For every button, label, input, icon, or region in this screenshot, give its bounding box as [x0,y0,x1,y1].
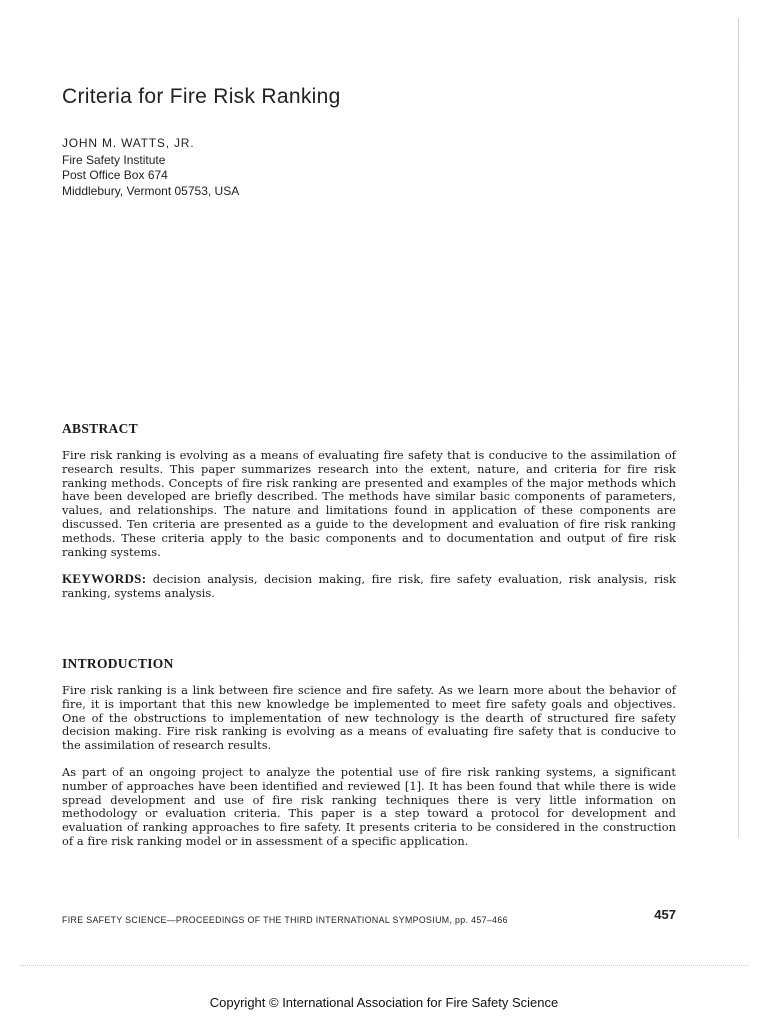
affiliation-po-box: Post Office Box 674 [62,168,168,182]
copyright-notice: Copyright © International Association for Fire Safety Science [209,995,559,1010]
page-number: 457 [654,907,676,922]
introduction-section [62,656,676,849]
introduction-heading: INTRODUCTION [62,656,174,671]
intro-paragraph: Fire risk ranking is a link between fire science and fire safety. As we learn more about the behavior of fire, it is important that this new knowledge be implemented to meet fire safety goals and objectives. One of the obstructions to implementation of new technology is the dearth of structured fire safety decision making. Fire risk ranking is evolving as a means of evaluating fire safety that is conducive to the assimilation of research results. [62,683,676,753]
journal-reference: FIRE SAFETY SCIENCE—PROCEEDINGS OF THE THIRD INTERNATIONAL SYMPOSIUM, pp. 457–466 [62,915,508,925]
abstract-heading: ABSTRACT [62,421,138,436]
scan-divider [20,965,748,966]
keywords-label: KEYWORDS: [62,571,147,587]
abstract-section [62,421,676,601]
page-footer [62,907,676,928]
paper-title: Criteria for Fire Risk Ranking [62,85,341,108]
affiliation-institute: Fire Safety Institute [62,152,166,167]
keywords-text: decision analysis, decision making, fire risk, fire safety evaluation, risk analysis, risk ranking, systems analysis. [62,572,677,601]
keywords-paragraph [62,572,676,601]
abstract-text: Fire risk ranking is evolving as a means of evaluating fire safety that is conducive to the assimilation of research results. This paper summarizes research into the extent, nature, and criteria for fire risk ranking methods. Concepts of fire risk ranking are presented and examples of the major methods which have been developed are briefly described. The methods have similar basic components of parameters, values, and relationships. The nature and limitations found in application of these components are discussed. Ten criteria are presented as a guide to the development and evaluation of fire risk ranking methods. These criteria apply to the basic components and to documentation and output of fire risk ranking systems. [62,448,676,559]
affiliation-city: Middlebury, Vermont 05753, USA [62,183,240,198]
author-name: JOHN M. WATTS, JR. [62,136,195,150]
author-block [62,136,239,199]
page-edge-shadow [738,18,739,838]
intro-paragraph: As part of an ongoing project to analyze the potential use of fire risk ranking systems, a significant number of approaches have been identified and reviewed [1]. It has been found that while there is wide spread development and use of fire risk ranking techniques there is very little information on methodology or evaluation criteria. This paper is a step toward a protocol for development and evaluation of ranking approaches to fire safety. It presents criteria to be considered in the construction of a fire risk ranking model or in assessment of a specific application. [62,764,676,848]
